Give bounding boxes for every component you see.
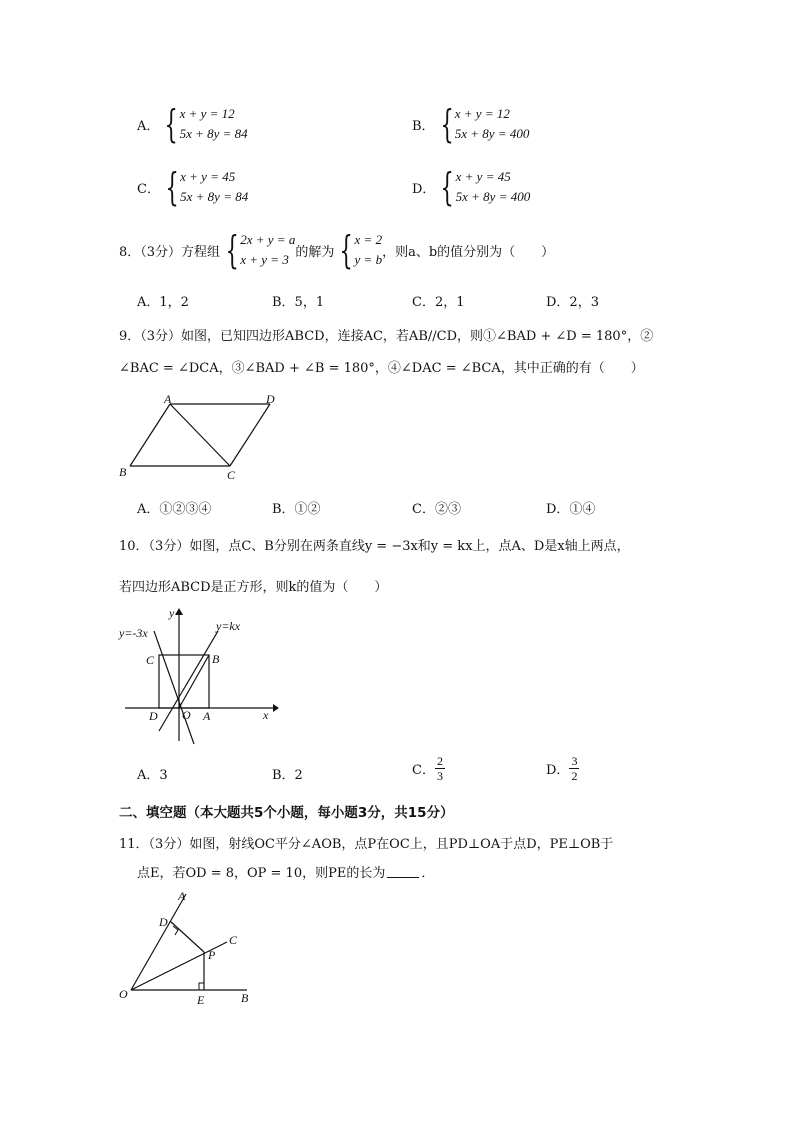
label-y: y bbox=[169, 606, 175, 620]
solution-system: { x = 2 y = b bbox=[339, 228, 383, 272]
q8-option-a: A．1，2 bbox=[137, 295, 189, 310]
label-b: B bbox=[212, 652, 220, 666]
q7-option-b bbox=[412, 104, 529, 144]
q8-stem: 8．（3分）方程组 { 2x + y = a x + y = 3 的解为 { x = 2 y = b ，则a、b的值分别为（ ） bbox=[119, 228, 555, 272]
option-letter: C． bbox=[137, 181, 160, 197]
q10-option-c: C． $\frac{2}{3}$ bbox=[412, 754, 443, 783]
q7-option-a bbox=[137, 104, 248, 144]
fraction: $\frac{2}{3}$ bbox=[436, 754, 443, 783]
label-p: P bbox=[208, 948, 216, 962]
q10-option-a: A．3 bbox=[137, 768, 168, 783]
segment-dc bbox=[230, 404, 270, 466]
answer-blank[interactable] bbox=[387, 865, 419, 878]
q7-option-d bbox=[412, 167, 530, 207]
label-b: B bbox=[119, 465, 127, 479]
y-axis-arrow bbox=[175, 608, 183, 615]
equation-system: { x + y = 45 5x + 8y = 400 bbox=[440, 165, 531, 209]
equation-system: { x + y = 12 5x + 8y = 84 bbox=[164, 102, 248, 146]
q9-option-d: D．①④ bbox=[546, 502, 596, 517]
q10-stem-line1: 10．（3分）如图，点C、B分别在两条直线y = −3x和y = kx上，点A、D是x轴上两点， bbox=[119, 539, 630, 554]
x-axis-arrow bbox=[273, 704, 279, 712]
q10-option-d: D． $\frac{3}{2}$ bbox=[546, 754, 578, 783]
fraction: $\frac{3}{2}$ bbox=[571, 754, 578, 783]
label-line-kx: y=kx bbox=[216, 619, 241, 633]
q9-option-c: C．②③ bbox=[412, 502, 461, 517]
label-o: O bbox=[182, 708, 191, 722]
label-c: C bbox=[229, 933, 238, 947]
segment-ob bbox=[179, 655, 209, 708]
q10-option-b: B．2 bbox=[272, 768, 303, 783]
q10-figure-coordinate bbox=[115, 603, 280, 745]
equation-system: { x + y = 12 5x + 8y = 400 bbox=[440, 102, 530, 146]
q8-option-c: C．2，1 bbox=[412, 295, 465, 310]
label-a: A bbox=[203, 709, 211, 723]
option-letter: A． bbox=[137, 118, 160, 134]
equation-system: { x + y = 45 5x + 8y = 84 bbox=[165, 165, 249, 209]
right-angle-mark-e bbox=[199, 983, 204, 990]
line-y-neg3x bbox=[154, 631, 194, 744]
q11-stem-line2: 点E，若OD = 8，OP = 10，则PE的长为 ． bbox=[137, 866, 435, 881]
option-letter: D． bbox=[412, 181, 436, 197]
q7-option-c bbox=[137, 167, 248, 207]
diagonal-ac bbox=[170, 404, 230, 466]
label-d: D bbox=[266, 392, 275, 406]
q10-stem-line2: 若四边形ABCD是正方形，则k的值为（ ） bbox=[119, 580, 388, 595]
q8-option-d: D．2，3 bbox=[546, 295, 599, 310]
segment-ab bbox=[130, 404, 170, 466]
label-e: E bbox=[197, 993, 205, 1007]
label-d: D bbox=[149, 709, 158, 723]
label-line-neg3x: y=-3x bbox=[119, 626, 148, 640]
q11-figure-angle bbox=[115, 886, 265, 1011]
label-b: B bbox=[241, 991, 249, 1005]
option-letter: B． bbox=[412, 118, 435, 134]
segment-pd bbox=[170, 921, 204, 952]
label-c: C bbox=[146, 653, 155, 667]
label-a: A bbox=[178, 889, 186, 903]
section-heading: 二、填空题（本大题共5个小题，每小题3分，共15分） bbox=[119, 805, 454, 821]
label-a: A bbox=[164, 392, 172, 406]
label-o: O bbox=[119, 987, 128, 1001]
q9-option-b: B．①② bbox=[272, 502, 321, 517]
label-x: x bbox=[263, 708, 269, 722]
q11-stem-line1: 11．（3分）如图，射线OC平分∠AOB，点P在OC上，且PD⊥OA于点D，PE⊥OB于 bbox=[119, 837, 614, 852]
q9-option-a: A．①②③④ bbox=[137, 502, 212, 517]
q9-figure-parallelogram bbox=[115, 390, 290, 482]
label-d: D bbox=[159, 915, 168, 929]
q9-stem-line2: ∠BAC = ∠DCA，③∠BAD + ∠B = 180°，④∠DAC = ∠BCA，其中正确的有（ ） bbox=[119, 361, 644, 376]
label-c: C bbox=[227, 468, 236, 482]
q8-option-b: B．5，1 bbox=[272, 295, 325, 310]
q9-stem-line1: 9．（3分）如图，已知四边形ABCD，连接AC，若AB//CD，则①∠BAD + ∠D = 180°，② bbox=[119, 329, 654, 344]
equation-system: { 2x + y = a x + y = 3 bbox=[225, 228, 296, 272]
